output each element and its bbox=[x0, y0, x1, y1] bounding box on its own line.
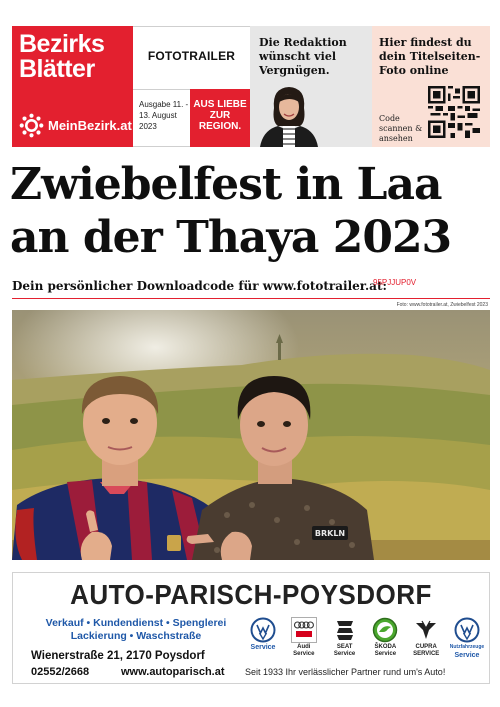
headline: Zwiebelfest in Laa an der Thaya 2023 bbox=[10, 159, 452, 263]
section-block bbox=[133, 26, 250, 147]
vw-nutzfahrzeuge-logo-icon bbox=[454, 617, 480, 643]
issue-date: Ausgabe 11. - 13. August 2023 bbox=[139, 100, 189, 131]
audi-service-logo bbox=[286, 617, 322, 661]
brand-site[interactable] bbox=[19, 113, 132, 138]
advertisement bbox=[12, 572, 490, 684]
skoda-service-logo bbox=[367, 617, 403, 661]
vw-nutzfahrzeuge-label: Nutzfahrzeuge bbox=[449, 644, 485, 650]
ad-services-line-1: Verkauf • Kundendienst • Spenglerei bbox=[45, 617, 227, 629]
cover-block bbox=[372, 26, 490, 147]
masthead bbox=[12, 26, 490, 147]
download-code: 95PJJUP0V bbox=[373, 278, 417, 287]
brand-block bbox=[12, 26, 133, 147]
cover-photo-illustration bbox=[12, 310, 490, 560]
editorial-text: Die Redaktion wünscht viel Vergnügen. bbox=[259, 36, 347, 77]
ad-phone[interactable]: 02552/2668 bbox=[31, 666, 90, 678]
editor-portrait bbox=[260, 82, 318, 147]
cupra-logo-icon bbox=[413, 617, 439, 643]
brand-logos bbox=[245, 617, 485, 661]
volkswagen-logo-icon bbox=[250, 617, 276, 643]
cover-text: Hier findest du dein Titelseiten-Foto online bbox=[379, 36, 481, 77]
audi-service-label: Audi Service bbox=[293, 644, 315, 657]
cupra-service-logo bbox=[408, 617, 444, 661]
download-code-label: Dein persönlicher Downloadcode für www.fototrailer.at: bbox=[12, 279, 387, 293]
skoda-service-label: ŠKODA Service bbox=[374, 644, 397, 657]
skoda-logo-icon bbox=[372, 617, 398, 643]
code-note: Code scannen & ansehen bbox=[379, 114, 423, 143]
cupra-service-label: CUPRA SERVICE bbox=[413, 644, 440, 657]
section-title: FOTOTRAILER bbox=[147, 49, 236, 63]
shirt-logo-text: BRKLN bbox=[314, 529, 346, 538]
brand-site-label: MeinBezirk.at bbox=[48, 118, 132, 133]
audi-logo-icon bbox=[291, 617, 317, 643]
qr-code-icon[interactable] bbox=[428, 86, 480, 138]
vw-nutzfahrzeuge-service-label: Service bbox=[454, 652, 480, 659]
ad-address: Wienerstraße 21, 2170 Poysdorf bbox=[31, 650, 205, 662]
headline-rule bbox=[12, 298, 490, 299]
vw-service-logo bbox=[245, 617, 281, 661]
vw-nutzfahrzeuge-service-logo bbox=[449, 617, 485, 661]
cover-photo bbox=[12, 310, 490, 560]
editorial-block bbox=[250, 26, 372, 147]
seat-logo-icon bbox=[332, 617, 358, 643]
ad-services-line-2: Lackierung • Waschstraße bbox=[70, 630, 202, 642]
slogan-badge: AUS LIEBE ZUR REGION. bbox=[190, 89, 250, 147]
ad-website[interactable]: www.autoparisch.at bbox=[121, 666, 225, 678]
ad-slogan: Seit 1933 Ihr verlässlicher Partner rund um's Auto! bbox=[245, 667, 446, 677]
photo-credit: Foto: www.fototrailer.at, Zwiebelfest 2023 bbox=[396, 302, 488, 308]
ad-title: AUTO-PARISCH-POYSDORF bbox=[70, 579, 432, 610]
vw-service-label: Service bbox=[250, 644, 276, 651]
meinbezirk-logo-icon bbox=[19, 113, 44, 138]
seat-service-label: SEAT Service bbox=[333, 644, 356, 657]
brand-name: Bezirks Blätter bbox=[19, 30, 105, 83]
ad-services bbox=[27, 617, 245, 643]
seat-service-logo bbox=[327, 617, 363, 661]
